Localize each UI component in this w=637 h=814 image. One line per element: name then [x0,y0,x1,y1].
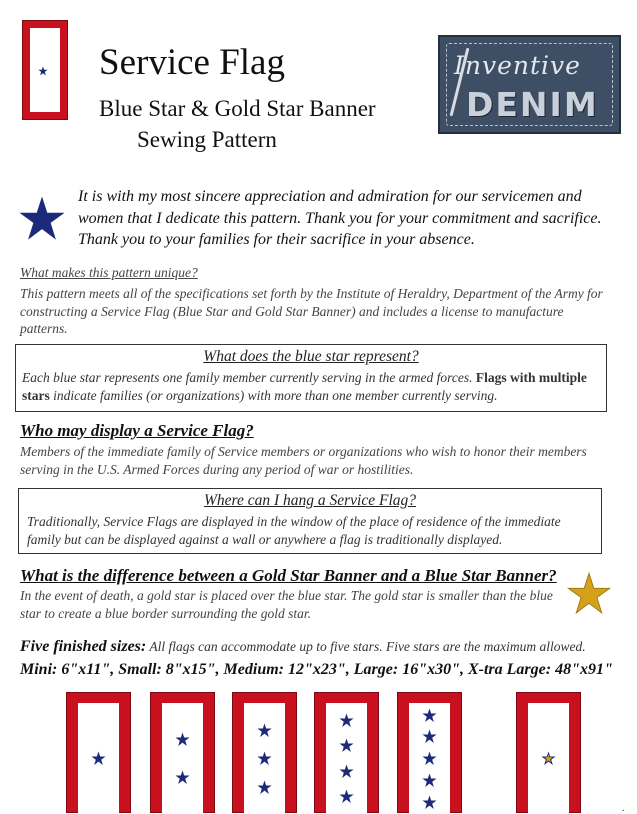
blue-star-icon [339,764,354,779]
blue-star-icon [422,773,437,788]
header-service-flag [22,20,68,120]
service-flag-1-star [66,692,131,813]
blue-star-question: What does the blue star represent? [203,348,419,365]
blue-star-icon [38,66,48,76]
service-flag-5-star [397,692,462,813]
corner-mark: . [622,803,625,814]
sizes-intro: Five finished sizes: All flags can accommodate up to five stars. Five stars are the maximum allowed. [20,638,586,655]
dedication-text: It is with my most sincere appreciation and admiration for our servicemen and women that I dedicate this pattern. Thank you for your commitment and sacrifice. Thank you to your families for their sacrifice in your absence. [78,188,602,248]
unique-question: What makes this pattern unique? [20,265,198,280]
gold-star-icon [566,572,612,616]
unique-answer: This pattern meets all of the specifications set forth by the Institute of Heraldry, Department of the Army for constructing a Service Flag (Blue Star and Gold Star Banner) and includes a license to manufacture patterns. [20,286,603,336]
logo-text-denim: DENIM [466,85,599,124]
inventive-denim-logo [438,35,621,134]
blue-star-icon [339,789,354,804]
service-flag-gold [516,692,581,813]
blue-star-icon [175,770,190,785]
blue-star-icon [422,751,437,766]
where-answer: Traditionally, Service Flags are displayed in the window of the place of residence of the immediate family but can be displayed against a wall or anywhere a flag is traditionally displayed. [27,514,561,547]
page-title: Service Flag [99,42,285,83]
blue-star-icon [339,738,354,753]
page-subtitle: Blue Star & Gold Star Banner [99,96,376,121]
large-blue-star-icon [17,195,67,243]
service-flag-4-star [314,692,379,813]
blue-star-answer: Each blue star represents one family member currently serving in the armed forces. Flags with multiple stars indicate families (or organizations) with more than one member currently serving. [22,370,587,403]
blue-star-icon [339,713,354,728]
who-question: Who may display a Service Flag? [20,421,254,440]
sizes-list: Mini: 6"x11", Small: 8"x15", Medium: 12"x23", Large: 16"x30", X-tra Large: 48"x91" [20,661,613,678]
blue-star-icon [175,732,190,747]
gold-star-icon [541,751,556,766]
difference-question: What is the difference between a Gold Star Banner and a Blue Star Banner? [20,566,557,585]
service-flag-3-star [232,692,297,813]
where-box [18,488,602,554]
difference-answer: In the event of death, a gold star is placed over the blue star. The gold star is smaller than the blue star to create a blue border surrounding the gold star. [20,588,553,621]
blue-star-icon [422,708,437,723]
blue-star-icon [422,795,437,810]
blue-star-box [15,344,607,412]
who-answer: Members of the immediate family of Service members or organizations who wish to honor their members serving in the U.S. Armed Forces during any period of war or hostilities. [20,444,587,477]
page-subtitle-2: Sewing Pattern [137,127,277,152]
where-question: Where can I hang a Service Flag? [203,492,417,509]
service-flag-2-star [150,692,215,813]
logo-text-inventive: Inventive [454,51,581,80]
blue-star-icon [257,723,272,738]
blue-star-icon [422,729,437,744]
blue-star-icon [91,751,106,766]
blue-star-icon [257,780,272,795]
blue-star-icon [257,751,272,766]
flag-white-field [162,703,203,814]
